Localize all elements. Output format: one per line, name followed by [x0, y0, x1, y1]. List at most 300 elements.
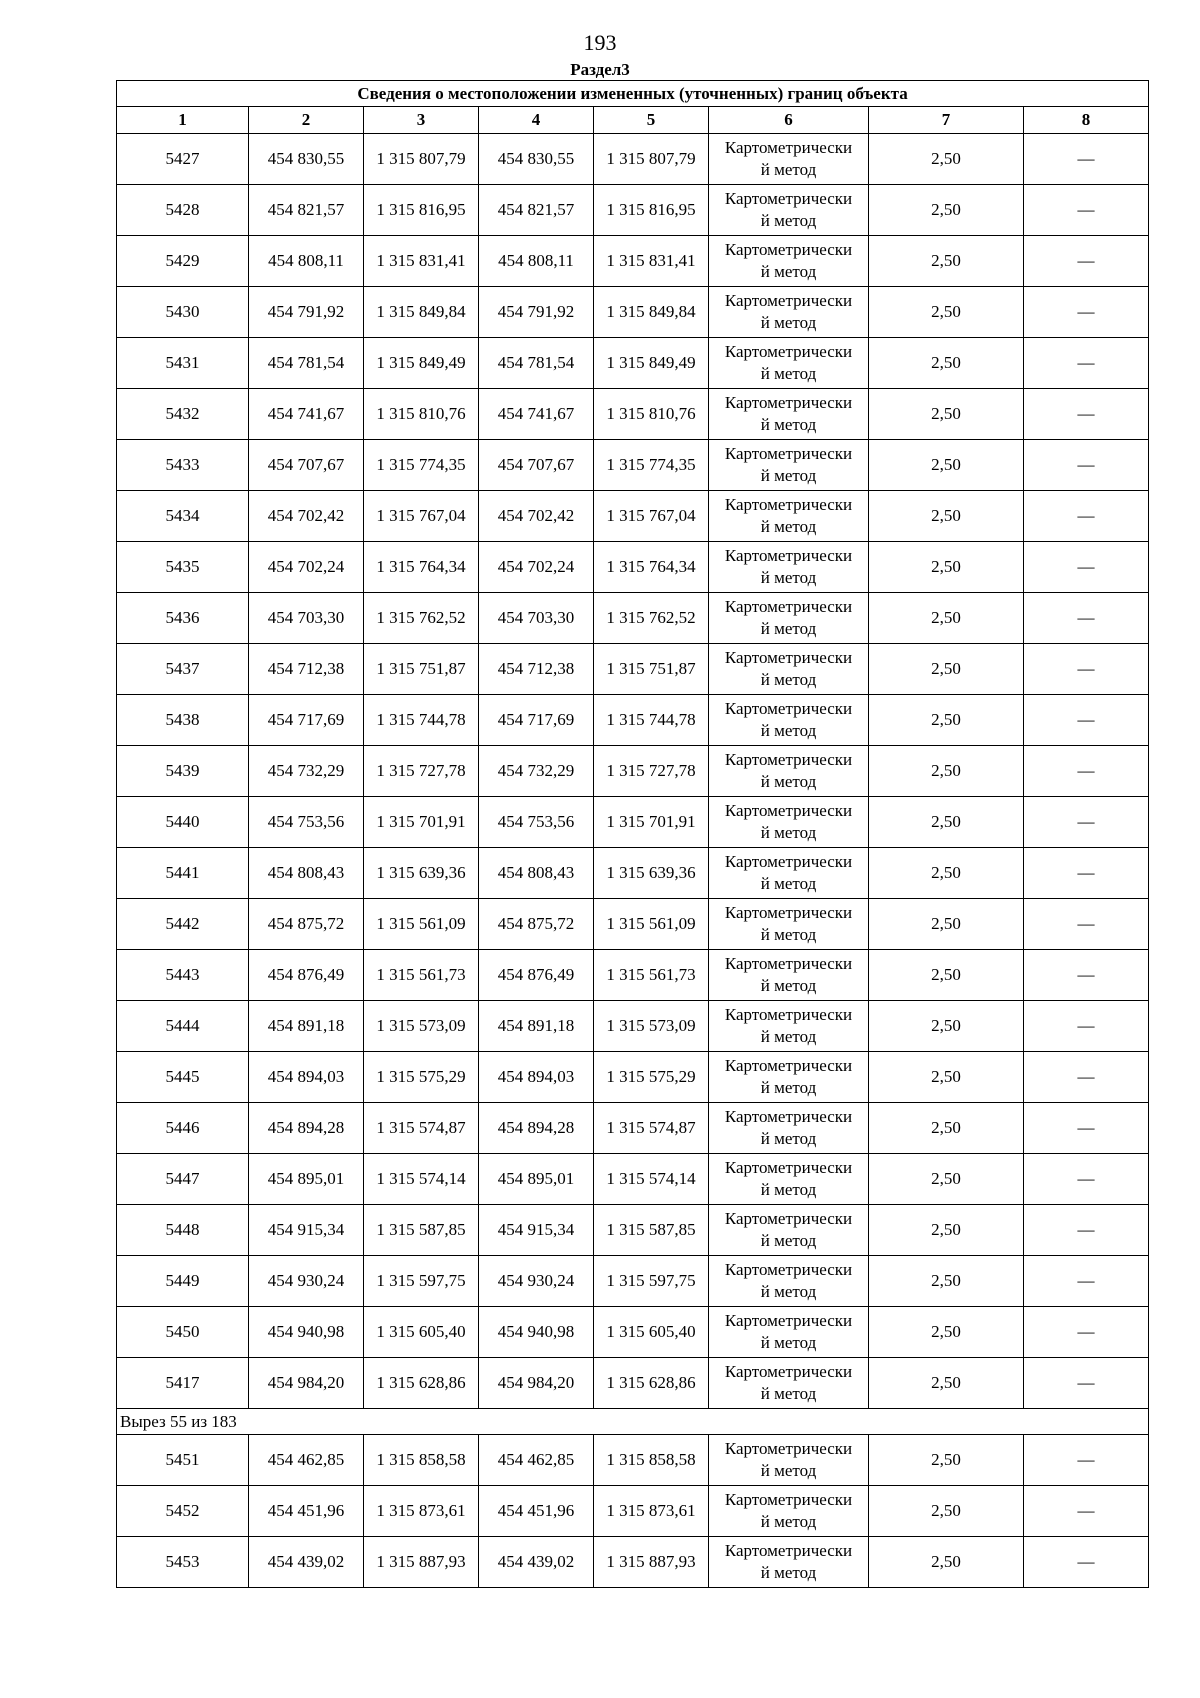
refined-y: 1 315 561,09 — [594, 899, 709, 950]
precision-cell: 2,50 — [869, 338, 1024, 389]
table-row — [117, 1205, 1149, 1256]
existing-y: 1 315 873,61 — [364, 1486, 479, 1537]
method-line-2: й метод — [760, 517, 817, 536]
refined-x: 454 703,30 — [479, 593, 594, 644]
refined-x: 454 753,56 — [479, 797, 594, 848]
table-row — [117, 389, 1149, 440]
precision-cell: 2,50 — [869, 899, 1024, 950]
refined-y: 1 315 575,29 — [594, 1052, 709, 1103]
point-number: 5438 — [117, 695, 249, 746]
dash-cell: — — [1024, 1435, 1149, 1486]
refined-y: 1 315 764,34 — [594, 542, 709, 593]
existing-y: 1 315 701,91 — [364, 797, 479, 848]
method-line-2: й метод — [760, 1282, 817, 1301]
column-number: 4 — [479, 107, 594, 134]
existing-y: 1 315 849,84 — [364, 287, 479, 338]
point-number: 5432 — [117, 389, 249, 440]
existing-y: 1 315 639,36 — [364, 848, 479, 899]
refined-y: 1 315 810,76 — [594, 389, 709, 440]
precision-cell: 2,50 — [869, 1103, 1024, 1154]
method-line-2: й метод — [760, 160, 817, 179]
existing-x: 454 702,42 — [249, 491, 364, 542]
refined-x: 454 702,42 — [479, 491, 594, 542]
method-cell — [709, 389, 869, 440]
method-line-1: Картометрически — [724, 1005, 853, 1024]
point-number: 5431 — [117, 338, 249, 389]
method-line-2: й метод — [760, 772, 817, 791]
method-line-2: й метод — [760, 1384, 817, 1403]
method-line-2: й метод — [760, 619, 817, 638]
point-number: 5429 — [117, 236, 249, 287]
method-line-1: Картометрически — [724, 597, 853, 616]
dash-cell: — — [1024, 542, 1149, 593]
existing-x: 454 808,43 — [249, 848, 364, 899]
existing-y: 1 315 767,04 — [364, 491, 479, 542]
refined-y: 1 315 887,93 — [594, 1537, 709, 1588]
precision-cell: 2,50 — [869, 797, 1024, 848]
point-number: 5437 — [117, 644, 249, 695]
method-line-2: й метод — [760, 670, 817, 689]
existing-x: 454 915,34 — [249, 1205, 364, 1256]
method-cell — [709, 1154, 869, 1205]
existing-y: 1 315 574,87 — [364, 1103, 479, 1154]
method-line-1: Картометрически — [724, 852, 853, 871]
section-title: Раздел3 — [570, 60, 630, 79]
precision-cell: 2,50 — [869, 1307, 1024, 1358]
dash-cell: — — [1024, 1537, 1149, 1588]
method-cell — [709, 797, 869, 848]
method-line-1: Картометрически — [724, 750, 853, 769]
point-number: 5428 — [117, 185, 249, 236]
refined-y: 1 315 816,95 — [594, 185, 709, 236]
dash-cell: — — [1024, 1154, 1149, 1205]
method-cell — [709, 1256, 869, 1307]
method-line-1: Картометрически — [724, 801, 853, 820]
method-cell — [709, 1537, 869, 1588]
existing-x: 454 821,57 — [249, 185, 364, 236]
existing-x: 454 894,28 — [249, 1103, 364, 1154]
precision-cell: 2,50 — [869, 1052, 1024, 1103]
table-row — [117, 950, 1149, 1001]
method-line-1: Картометрически — [724, 1158, 853, 1177]
existing-y: 1 315 762,52 — [364, 593, 479, 644]
precision-cell: 2,50 — [869, 440, 1024, 491]
refined-x: 454 895,01 — [479, 1154, 594, 1205]
method-line-2: й метод — [760, 313, 817, 332]
method-cell — [709, 1001, 869, 1052]
method-cell — [709, 1486, 869, 1537]
refined-y: 1 315 639,36 — [594, 848, 709, 899]
boundary-table — [116, 80, 1149, 1588]
point-number: 5441 — [117, 848, 249, 899]
method-line-1: Картометрически — [724, 1209, 853, 1228]
dash-cell: — — [1024, 695, 1149, 746]
point-number: 5447 — [117, 1154, 249, 1205]
method-line-1: Картометрически — [724, 903, 853, 922]
existing-y: 1 315 605,40 — [364, 1307, 479, 1358]
refined-x: 454 451,96 — [479, 1486, 594, 1537]
method-cell — [709, 1052, 869, 1103]
method-cell — [709, 644, 869, 695]
dash-cell: — — [1024, 236, 1149, 287]
cut-label-row — [117, 1409, 1149, 1435]
table-row — [117, 1486, 1149, 1537]
table-row — [117, 542, 1149, 593]
refined-x: 454 781,54 — [479, 338, 594, 389]
method-line-2: й метод — [760, 1078, 817, 1097]
refined-x: 454 707,67 — [479, 440, 594, 491]
method-cell — [709, 338, 869, 389]
table-row — [117, 1103, 1149, 1154]
point-number: 5435 — [117, 542, 249, 593]
refined-y: 1 315 574,87 — [594, 1103, 709, 1154]
table-row — [117, 440, 1149, 491]
refined-x: 454 891,18 — [479, 1001, 594, 1052]
method-cell — [709, 134, 869, 185]
existing-x: 454 875,72 — [249, 899, 364, 950]
existing-y: 1 315 807,79 — [364, 134, 479, 185]
method-line-1: Картометрически — [724, 1107, 853, 1126]
method-cell — [709, 1103, 869, 1154]
existing-x: 454 439,02 — [249, 1537, 364, 1588]
existing-y: 1 315 574,14 — [364, 1154, 479, 1205]
existing-x: 454 462,85 — [249, 1435, 364, 1486]
method-cell — [709, 542, 869, 593]
method-line-2: й метод — [760, 1563, 817, 1582]
method-line-2: й метод — [760, 1512, 817, 1531]
dash-cell: — — [1024, 1205, 1149, 1256]
dash-cell: — — [1024, 1486, 1149, 1537]
point-number: 5445 — [117, 1052, 249, 1103]
existing-y: 1 315 751,87 — [364, 644, 479, 695]
refined-y: 1 315 849,84 — [594, 287, 709, 338]
existing-x: 454 830,55 — [249, 134, 364, 185]
refined-x: 454 712,38 — [479, 644, 594, 695]
existing-y: 1 315 887,93 — [364, 1537, 479, 1588]
method-line-1: Картометрически — [724, 189, 853, 208]
table-row — [117, 1307, 1149, 1358]
table-row — [117, 491, 1149, 542]
method-cell — [709, 1205, 869, 1256]
point-number: 5442 — [117, 899, 249, 950]
method-line-1: Картометрически — [724, 444, 853, 463]
method-line-1: Картометрически — [724, 495, 853, 514]
refined-y: 1 315 744,78 — [594, 695, 709, 746]
existing-y: 1 315 575,29 — [364, 1052, 479, 1103]
method-line-1: Картометрически — [724, 1260, 853, 1279]
column-number: 1 — [117, 107, 249, 134]
table-row — [117, 1001, 1149, 1052]
point-number: 5434 — [117, 491, 249, 542]
dash-cell: — — [1024, 1001, 1149, 1052]
column-number: 8 — [1024, 107, 1149, 134]
refined-y: 1 315 767,04 — [594, 491, 709, 542]
existing-x: 454 930,24 — [249, 1256, 364, 1307]
existing-x: 454 781,54 — [249, 338, 364, 389]
precision-cell: 2,50 — [869, 1205, 1024, 1256]
method-line-2: й метод — [760, 364, 817, 383]
column-number: 3 — [364, 107, 479, 134]
precision-cell: 2,50 — [869, 236, 1024, 287]
refined-y: 1 315 597,75 — [594, 1256, 709, 1307]
method-line-2: й метод — [760, 721, 817, 740]
method-line-1: Картометрически — [724, 291, 853, 310]
point-number: 5439 — [117, 746, 249, 797]
existing-x: 454 876,49 — [249, 950, 364, 1001]
refined-y: 1 315 762,52 — [594, 593, 709, 644]
table-row — [117, 899, 1149, 950]
point-number: 5433 — [117, 440, 249, 491]
method-cell — [709, 1435, 869, 1486]
method-line-1: Картометрически — [724, 1541, 853, 1560]
existing-x: 454 894,03 — [249, 1052, 364, 1103]
precision-cell: 2,50 — [869, 185, 1024, 236]
method-line-1: Картометрически — [724, 648, 853, 667]
dash-cell: — — [1024, 1052, 1149, 1103]
precision-cell: 2,50 — [869, 542, 1024, 593]
table-row — [117, 1537, 1149, 1588]
method-line-2: й метод — [760, 262, 817, 281]
table-row — [117, 185, 1149, 236]
precision-cell: 2,50 — [869, 1486, 1024, 1537]
existing-y: 1 315 573,09 — [364, 1001, 479, 1052]
method-cell — [709, 695, 869, 746]
point-number: 5427 — [117, 134, 249, 185]
method-line-1: Картометрически — [724, 1439, 853, 1458]
method-cell — [709, 1358, 869, 1409]
precision-cell: 2,50 — [869, 287, 1024, 338]
point-number: 5450 — [117, 1307, 249, 1358]
refined-x: 454 702,24 — [479, 542, 594, 593]
existing-x: 454 707,67 — [249, 440, 364, 491]
precision-cell: 2,50 — [869, 644, 1024, 695]
existing-y: 1 315 816,95 — [364, 185, 479, 236]
existing-x: 454 703,30 — [249, 593, 364, 644]
method-line-2: й метод — [760, 1231, 817, 1250]
method-cell — [709, 593, 869, 644]
point-number: 5430 — [117, 287, 249, 338]
refined-x: 454 741,67 — [479, 389, 594, 440]
refined-x: 454 915,34 — [479, 1205, 594, 1256]
refined-y: 1 315 774,35 — [594, 440, 709, 491]
dash-cell: — — [1024, 593, 1149, 644]
refined-y: 1 315 605,40 — [594, 1307, 709, 1358]
refined-x: 454 940,98 — [479, 1307, 594, 1358]
point-number: 5451 — [117, 1435, 249, 1486]
method-cell — [709, 950, 869, 1001]
method-line-2: й метод — [760, 1461, 817, 1480]
table-row — [117, 338, 1149, 389]
refined-y: 1 315 628,86 — [594, 1358, 709, 1409]
dash-cell: — — [1024, 440, 1149, 491]
refined-x: 454 930,24 — [479, 1256, 594, 1307]
precision-cell: 2,50 — [869, 695, 1024, 746]
method-line-1: Картометрически — [724, 240, 853, 259]
refined-y: 1 315 701,91 — [594, 797, 709, 848]
precision-cell: 2,50 — [869, 491, 1024, 542]
refined-x: 454 984,20 — [479, 1358, 594, 1409]
table-caption: Сведения о местоположении измененных (уточненных) границ объекта — [117, 81, 1149, 107]
column-number: 6 — [709, 107, 869, 134]
refined-x: 454 717,69 — [479, 695, 594, 746]
table-row — [117, 593, 1149, 644]
existing-x: 454 984,20 — [249, 1358, 364, 1409]
existing-x: 454 732,29 — [249, 746, 364, 797]
method-line-2: й метод — [760, 925, 817, 944]
precision-cell: 2,50 — [869, 1435, 1024, 1486]
method-line-1: Картометрически — [724, 1311, 853, 1330]
point-number: 5443 — [117, 950, 249, 1001]
existing-y: 1 315 628,86 — [364, 1358, 479, 1409]
dash-cell: — — [1024, 185, 1149, 236]
method-line-1: Картометрически — [724, 138, 853, 157]
method-line-1: Картометрически — [724, 546, 853, 565]
refined-x: 454 791,92 — [479, 287, 594, 338]
existing-x: 454 451,96 — [249, 1486, 364, 1537]
refined-y: 1 315 849,49 — [594, 338, 709, 389]
existing-x: 454 791,92 — [249, 287, 364, 338]
point-number: 5417 — [117, 1358, 249, 1409]
table-row — [117, 848, 1149, 899]
method-cell — [709, 185, 869, 236]
method-cell — [709, 1307, 869, 1358]
method-line-2: й метод — [760, 1027, 817, 1046]
dash-cell: — — [1024, 797, 1149, 848]
existing-x: 454 712,38 — [249, 644, 364, 695]
existing-x: 454 741,67 — [249, 389, 364, 440]
refined-x: 454 894,03 — [479, 1052, 594, 1103]
precision-cell: 2,50 — [869, 134, 1024, 185]
refined-y: 1 315 858,58 — [594, 1435, 709, 1486]
table-row — [117, 134, 1149, 185]
precision-cell: 2,50 — [869, 389, 1024, 440]
dash-cell: — — [1024, 644, 1149, 695]
dash-cell: — — [1024, 746, 1149, 797]
refined-x: 454 439,02 — [479, 1537, 594, 1588]
existing-x: 454 895,01 — [249, 1154, 364, 1205]
existing-x: 454 891,18 — [249, 1001, 364, 1052]
existing-x: 454 940,98 — [249, 1307, 364, 1358]
precision-cell: 2,50 — [869, 1256, 1024, 1307]
column-number: 7 — [869, 107, 1024, 134]
method-line-2: й метод — [760, 1129, 817, 1148]
refined-x: 454 462,85 — [479, 1435, 594, 1486]
method-cell — [709, 848, 869, 899]
existing-x: 454 717,69 — [249, 695, 364, 746]
dash-cell: — — [1024, 1307, 1149, 1358]
precision-cell: 2,50 — [869, 593, 1024, 644]
dash-cell: — — [1024, 950, 1149, 1001]
method-line-1: Картометрически — [724, 954, 853, 973]
method-line-2: й метод — [760, 874, 817, 893]
existing-x: 454 753,56 — [249, 797, 364, 848]
existing-y: 1 315 764,34 — [364, 542, 479, 593]
dash-cell: — — [1024, 1256, 1149, 1307]
precision-cell: 2,50 — [869, 1154, 1024, 1205]
precision-cell: 2,50 — [869, 1001, 1024, 1052]
refined-y: 1 315 727,78 — [594, 746, 709, 797]
method-cell — [709, 440, 869, 491]
method-line-2: й метод — [760, 568, 817, 587]
precision-cell: 2,50 — [869, 746, 1024, 797]
dash-cell: — — [1024, 338, 1149, 389]
table-row — [117, 644, 1149, 695]
precision-cell: 2,50 — [869, 848, 1024, 899]
point-number: 5449 — [117, 1256, 249, 1307]
existing-y: 1 315 744,78 — [364, 695, 479, 746]
table-row — [117, 746, 1149, 797]
table-row — [117, 1052, 1149, 1103]
method-cell — [709, 746, 869, 797]
column-number-row — [117, 107, 1149, 134]
existing-y: 1 315 597,75 — [364, 1256, 479, 1307]
refined-x: 454 830,55 — [479, 134, 594, 185]
cut-label: Вырез 55 из 183 — [117, 1409, 1149, 1435]
page-number: 193 — [583, 30, 617, 55]
refined-x: 454 876,49 — [479, 950, 594, 1001]
dash-cell: — — [1024, 1103, 1149, 1154]
dash-cell: — — [1024, 899, 1149, 950]
precision-cell: 2,50 — [869, 1358, 1024, 1409]
table-row — [117, 287, 1149, 338]
point-number: 5440 — [117, 797, 249, 848]
method-line-2: й метод — [760, 466, 817, 485]
dash-cell: — — [1024, 491, 1149, 542]
existing-y: 1 315 727,78 — [364, 746, 479, 797]
method-line-2: й метод — [760, 1333, 817, 1352]
refined-y: 1 315 807,79 — [594, 134, 709, 185]
point-number: 5444 — [117, 1001, 249, 1052]
refined-y: 1 315 573,09 — [594, 1001, 709, 1052]
point-number: 5446 — [117, 1103, 249, 1154]
method-cell — [709, 236, 869, 287]
refined-y: 1 315 574,14 — [594, 1154, 709, 1205]
method-line-2: й метод — [760, 1180, 817, 1199]
method-line-2: й метод — [760, 823, 817, 842]
refined-y: 1 315 561,73 — [594, 950, 709, 1001]
method-line-1: Картометрически — [724, 393, 853, 412]
existing-y: 1 315 810,76 — [364, 389, 479, 440]
method-line-1: Картометрически — [724, 1362, 853, 1381]
column-number: 5 — [594, 107, 709, 134]
table-row — [117, 1435, 1149, 1486]
point-number: 5436 — [117, 593, 249, 644]
dash-cell: — — [1024, 848, 1149, 899]
table-row — [117, 1154, 1149, 1205]
refined-x: 454 875,72 — [479, 899, 594, 950]
point-number: 5453 — [117, 1537, 249, 1588]
column-number: 2 — [249, 107, 364, 134]
existing-y: 1 315 849,49 — [364, 338, 479, 389]
existing-y: 1 315 831,41 — [364, 236, 479, 287]
table-row — [117, 797, 1149, 848]
refined-y: 1 315 587,85 — [594, 1205, 709, 1256]
method-cell — [709, 899, 869, 950]
dash-cell: — — [1024, 287, 1149, 338]
existing-y: 1 315 561,73 — [364, 950, 479, 1001]
point-number: 5452 — [117, 1486, 249, 1537]
table-row — [117, 695, 1149, 746]
refined-x: 454 808,11 — [479, 236, 594, 287]
existing-y: 1 315 587,85 — [364, 1205, 479, 1256]
refined-x: 454 732,29 — [479, 746, 594, 797]
table-row — [117, 236, 1149, 287]
method-line-2: й метод — [760, 211, 817, 230]
refined-y: 1 315 831,41 — [594, 236, 709, 287]
refined-x: 454 894,28 — [479, 1103, 594, 1154]
existing-x: 454 702,24 — [249, 542, 364, 593]
table-row — [117, 1256, 1149, 1307]
